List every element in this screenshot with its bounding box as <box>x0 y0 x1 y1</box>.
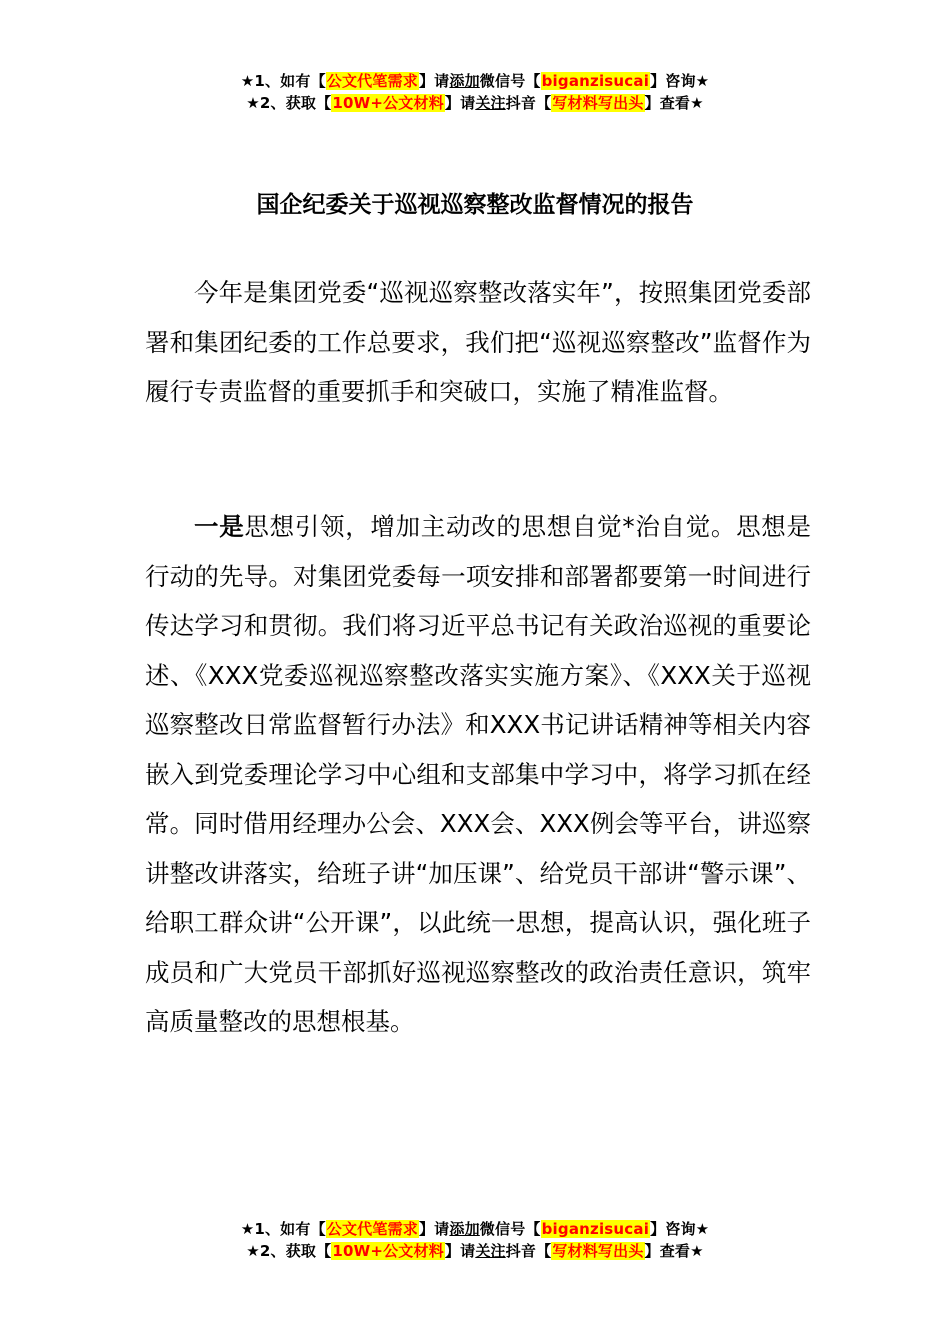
header-promo-banner <box>0 70 950 114</box>
promo-highlight-wechat-id: biganzisucai <box>541 1220 650 1238</box>
paragraph-body: 思想引领，增加主动改的思想自觉*治自觉。思想是行动的先导。对集团党委每一项安排和部署都要第一时间进行传达学习和贯彻。我们将习近平总书记有关政治巡视的重要论述、《XXX党委巡视巡察整改落实实施方案》、《XXX关于巡视巡察整改日常监督暂行办法》和XXX书记讲话精神等相关内容嵌入到党委理论学习中心组和支部集中学习中，将学习抓在经常。同时借用经理办公会、XXX会、XXX例会等平台，讲巡察讲整改讲落实，给班子讲“加压课”、给党员干部讲“警示课”、给职工群众讲“公开课”，以此统一思想，提高认识，强化班子成员和广大党员干部抓好巡视巡察整改的政治责任意识，筑牢高质量整改的思想根基。 <box>145 512 812 1036</box>
promo-highlight-douyin: 写材料写出头 <box>552 1242 644 1260</box>
promo-line-2: ★2、获取【10W+公文材料】请关注抖音【写材料写出头】查看★ <box>246 94 704 112</box>
promo-highlight-materials: 10W+公文材料 <box>332 94 444 112</box>
paragraph-intro: 今年是集团党委“巡视巡察整改落实年”，按照集团党委部署和集团纪委的工作总要求，我们把“巡视巡察整改”监督作为履行专责监督的重要抓手和突破口，实施了精准监督。 <box>145 278 811 406</box>
promo-highlight-materials: 10W+公文材料 <box>332 1242 444 1260</box>
document-title: 国企纪委关于巡视巡察整改监督情况的报告 <box>256 192 694 218</box>
paragraph-point-one <box>145 502 811 1047</box>
footer-promo-banner <box>0 1218 950 1262</box>
promo-highlight-douyin: 写材料写出头 <box>552 94 644 112</box>
promo-line-1: ★1、如有【公文代笔需求】请添加微信号【biganzisucai】咨询★ <box>240 1220 710 1238</box>
promo-highlight-service: 公文代笔需求 <box>326 1220 418 1238</box>
promo-highlight-wechat-id: biganzisucai <box>541 72 650 90</box>
promo-highlight-service: 公文代笔需求 <box>326 72 418 90</box>
promo-line-2: ★2、获取【10W+公文材料】请关注抖音【写材料写出头】查看★ <box>246 1242 704 1260</box>
promo-line-1: ★1、如有【公文代笔需求】请添加微信号【biganzisucai】咨询★ <box>240 72 710 90</box>
paragraph-lead: 一是 <box>194 512 245 541</box>
